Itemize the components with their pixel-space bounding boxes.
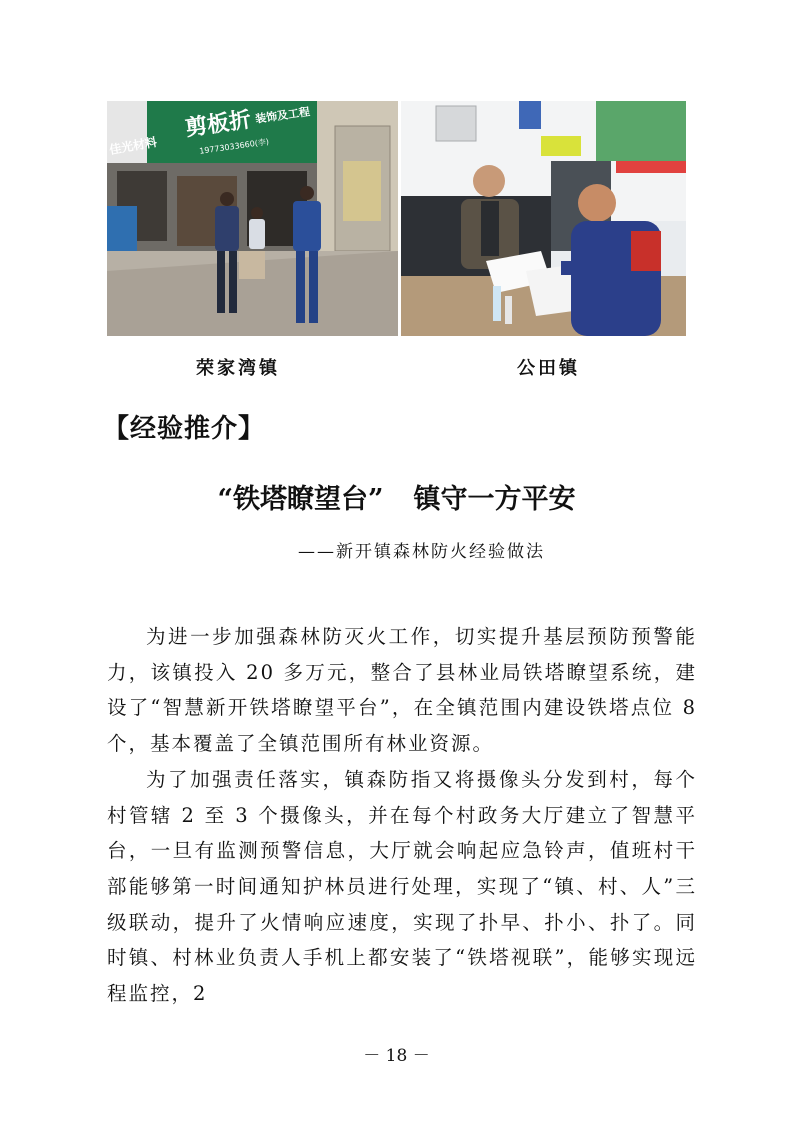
article-title [0, 477, 793, 516]
shop-sign-phone: 19773033660(李) [198, 137, 270, 156]
article-body [107, 619, 697, 1012]
office-scene-illustration [401, 101, 686, 336]
article-paragraph-2: 为了加强责任落实，镇森防指又将摄像头分发到村，每个村管辖 2 至 3 个摄像头，并在每个村政务大厅建立了智慧平台，一旦有监测预警信息，大厅就会响起应急铃声，值班村干部能够第一时间通知护林员进行处理，实现了“镇、村、人”三级联动，提升了火情响应速度，实现了扑早、扑小、扑了。同时镇、村林业负责人手机上都安装了“铁塔视联”，能够实现远程监控，2 [107, 767, 697, 1006]
article-subtitle: ——新开镇森林防火经验做法 [298, 542, 545, 562]
shop-sign-sub: 装饰及工程 [254, 105, 311, 126]
section-heading: 【经验推介】 [103, 414, 266, 444]
photo-rongjiawan [107, 101, 398, 336]
photo-gongtian [401, 101, 686, 336]
article-paragraph-1: 为进一步加强森林防灭火工作，切实提升基层预防预警能力，该镇投入 20 多万元，整合了县林业局铁塔瞭望系统，建设了“智慧新开铁塔瞭望平台”，在全镇范围内建设铁塔点位 8 个，基本覆盖了全镇范围所有林业资源。 [107, 625, 697, 756]
shop-sign [107, 101, 317, 163]
shop-sign-left: 佳光材料 [108, 134, 158, 158]
shop-sign-main: 剪板折 [183, 107, 253, 142]
article-title-part2: 镇守一方平安 [413, 484, 576, 515]
photo-caption-gongtian: 公田镇 [517, 358, 580, 379]
photo-caption-rongjiawan: 荣家湾镇 [196, 358, 280, 379]
page-number: － 18 － [363, 1046, 430, 1066]
article-title-part1: “铁塔瞭望台” [217, 484, 384, 515]
